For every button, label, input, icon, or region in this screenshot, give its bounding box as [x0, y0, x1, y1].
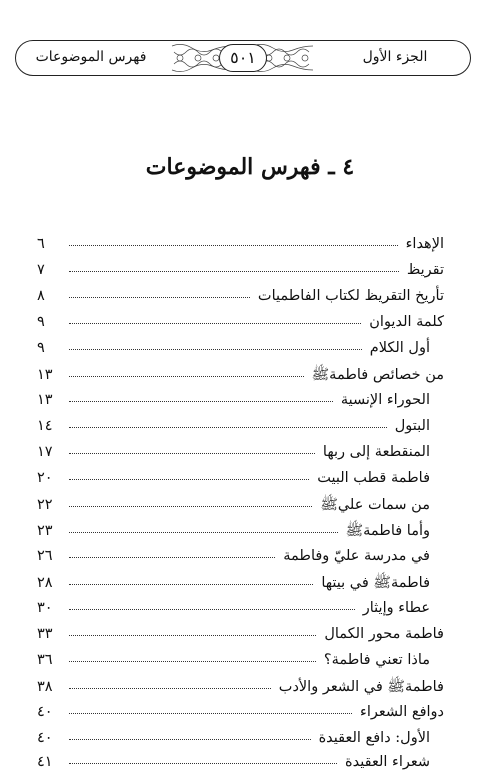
toc-entry-page: ٣٦	[37, 652, 53, 668]
toc-entry-label: في مدرسة عليّ وفاطمة	[283, 548, 430, 564]
toc-entry-page: ٤١	[37, 754, 53, 770]
toc-entry	[37, 470, 430, 492]
leader-dots	[69, 443, 315, 454]
toc-entry-label: من سمات عليﷺ	[320, 497, 430, 513]
toc-entry-label: تأريخ التقريظ لكتاب الفاطميات	[257, 288, 444, 304]
leader-dots	[69, 703, 352, 714]
toc-entry	[37, 600, 430, 622]
toc-entry-page: ١٧	[37, 444, 53, 460]
toc-entry-page: ١٣	[37, 367, 53, 383]
leader-dots	[69, 287, 250, 298]
leader-dots	[69, 729, 311, 740]
leader-dots	[69, 339, 362, 350]
toc-entry-page: ١٣	[37, 392, 53, 408]
leader-dots	[69, 522, 338, 533]
toc-entry	[37, 288, 444, 310]
toc-entry-page: ٤٠	[37, 730, 53, 746]
toc-entry-page: ٢٢	[37, 497, 53, 513]
leader-dots	[69, 574, 313, 585]
leader-dots	[69, 391, 333, 402]
toc-entry	[37, 574, 430, 596]
toc-entry-label: فاطمةﷺ في بيتها	[321, 575, 430, 591]
toc-entry-label: المنقطعة إلى ربها	[322, 444, 430, 460]
toc-entry-label: عطاء وإيثار	[362, 600, 430, 616]
leader-dots	[69, 651, 316, 662]
toc-entry-label: شعراء العقيدة	[345, 754, 430, 770]
toc-entry-label: ماذا تعني فاطمة؟	[323, 652, 430, 668]
toc-entry-page: ٢٨	[37, 575, 53, 591]
toc-entry-label: البتول	[394, 418, 430, 434]
toc-entry-page: ٧	[37, 262, 45, 278]
toc-entry	[37, 678, 444, 700]
toc-entry	[37, 314, 444, 336]
leader-dots	[69, 547, 275, 558]
toc-entry	[37, 392, 430, 414]
toc-entry-label: الإهداء	[405, 236, 444, 252]
toc-entry	[37, 366, 444, 388]
toc-entry	[37, 236, 444, 258]
leader-dots	[69, 366, 304, 377]
toc-entry-label: فاطمةﷺ في الشعر والأدب	[278, 679, 444, 695]
leader-dots	[69, 753, 337, 764]
page-number: ٥٠١	[219, 44, 267, 72]
toc-entry-page: ٨	[37, 288, 45, 304]
toc-entry-label: كلمة الديوان	[369, 314, 444, 330]
toc-entry-page: ٣٣	[37, 626, 53, 642]
toc-entry	[37, 340, 430, 362]
header-volume-title: الجزء الأول	[362, 49, 428, 65]
toc-entry-page: ٣٨	[37, 679, 53, 695]
leader-dots	[69, 678, 271, 689]
toc-entry-page: ٢٦	[37, 548, 53, 564]
toc-entry	[37, 626, 444, 648]
toc-entry	[37, 496, 430, 518]
toc-entry	[37, 754, 430, 776]
toc-entry-label: فاطمة محور الكمال	[324, 626, 444, 642]
header-section-title: فهرس الموضوعات	[35, 49, 147, 65]
toc-entry-label: فاطمة قطب البيت	[317, 470, 430, 486]
toc-entry-label: أول الكلام	[369, 340, 430, 356]
toc-entry-label: الأول: دافع العقيدة	[318, 730, 430, 746]
toc-entry	[37, 418, 430, 440]
toc-entry-page: ٣٠	[37, 600, 53, 616]
toc-entry	[37, 548, 430, 570]
leader-dots	[69, 625, 316, 636]
page-title: ٤ ـ فهرس الموضوعات	[145, 154, 355, 180]
leader-dots	[69, 313, 361, 324]
toc-entry	[37, 262, 444, 284]
leader-dots	[69, 417, 387, 428]
toc-entry-page: ١٤	[37, 418, 53, 434]
toc-entry-page: ٩	[37, 314, 45, 330]
toc-entry-page: ٤٠	[37, 704, 53, 720]
toc-entry	[37, 730, 430, 752]
toc-entry-page: ٢٠	[37, 470, 53, 486]
toc-entry-label: تقريظ	[406, 262, 444, 278]
toc-entry	[37, 444, 430, 466]
toc-entry	[37, 652, 430, 674]
toc-entry-label: الحوراء الإنسية	[340, 392, 430, 408]
leader-dots	[69, 261, 399, 272]
toc-entry	[37, 522, 430, 544]
toc-entry-label: وأما فاطمةﷺ	[345, 523, 430, 539]
toc-entry-label: من خصائص فاطمةﷺ	[311, 367, 444, 383]
toc-entry	[37, 704, 444, 726]
leader-dots	[69, 496, 312, 507]
leader-dots	[69, 469, 309, 480]
toc-entry-page: ٦	[37, 236, 45, 252]
toc-entry-label: دوافع الشعراء	[360, 704, 444, 720]
leader-dots	[69, 235, 398, 246]
leader-dots	[69, 599, 355, 610]
toc-entry-page: ٩	[37, 340, 45, 356]
toc-entry-page: ٢٣	[37, 523, 53, 539]
